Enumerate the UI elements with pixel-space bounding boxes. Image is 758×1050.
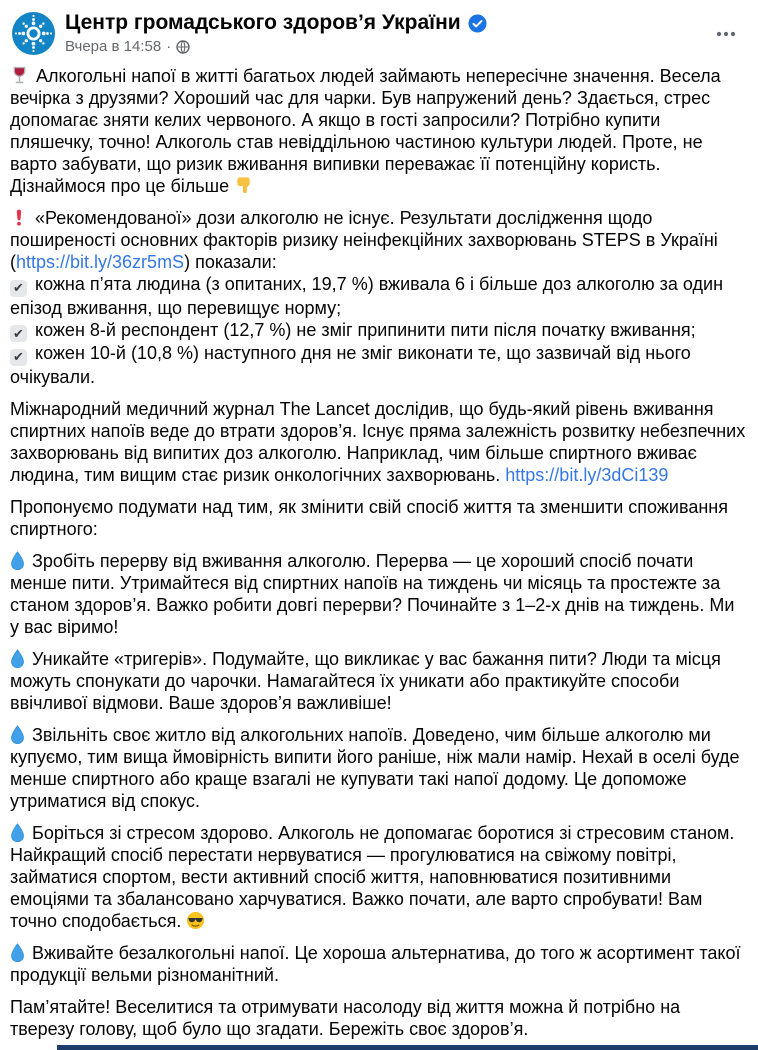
stat-item: [10, 319, 748, 343]
tip-text: Вживайте безалкогольні напої. Це хороша альтернатива, до того ж асортимент такої продукції вельми різноманітний.: [10, 942, 741, 985]
paragraph-intro: [10, 65, 748, 197]
more-options-icon: [714, 22, 738, 46]
tip-item: [10, 648, 748, 714]
timestamp-link[interactable]: Вчера в 14:58: [65, 38, 162, 56]
verified-badge-icon: [468, 14, 487, 33]
paragraph-steps: [10, 207, 748, 388]
chc-ukraine-logo-icon: [12, 12, 55, 55]
check-icon: [10, 325, 27, 342]
paragraph-lancet: [10, 398, 748, 486]
paragraph-remember: Пам’ятайте! Веселитися та отримувати насолоду від життя можна й потрібно на тверезу голову, щоб було що згадати. Бережіть своє здоров’я.: [10, 996, 681, 1039]
droplet-icon: [10, 551, 25, 570]
stat-item: [10, 273, 748, 319]
pointing-down-icon: [234, 176, 253, 195]
stat-text: кожен 10-й (10,8 %) наступного дня не зміг виконати те, що зазвичай від нього очікували.: [10, 343, 691, 387]
tip-item: [10, 724, 748, 812]
meta-separator: ·: [166, 38, 172, 56]
tip-item: [10, 550, 748, 638]
tip-text: Зробіть перерву від вживання алкоголю. Перерва — це хороший спосіб почати менше пити. Утримайтеся від спиртних напоїв на тиждень чи місяць та простежте за станом здоров’я. Важко робити довгі перерви? Починайте з 1–2-х днів на тиждень. Ми у вас віримо!: [10, 550, 735, 637]
lancet-link[interactable]: https://bit.ly/3dCi139: [505, 464, 669, 485]
header-text: [65, 10, 710, 55]
droplet-icon: [10, 649, 25, 668]
avatar[interactable]: [12, 12, 55, 55]
check-icon: [10, 349, 27, 366]
paragraph-text: «Рекомендованої» дози алкоголю не існує. Результати дослідження щодо поширеності основних факторів ризику неінфекційних захворювань STEPS в Україні (: [10, 208, 718, 273]
tip-text: Уникайте «тригерів». Подумайте, що викликає у вас бажання пити? Люди та місця можуть спонукати до чарочки. Намагайтеся їх уникати або практикуйте способи ввічливої відмови. Ваше здоров’я важливіше!: [10, 648, 721, 713]
red-exclamation-icon: [10, 208, 28, 227]
droplet-icon: [10, 943, 25, 962]
post-body: [0, 57, 758, 1040]
steps-survey-link[interactable]: https://bit.ly/36zr5mS: [16, 252, 185, 273]
post-meta: [65, 38, 710, 55]
paragraph-text: ) показали:: [184, 252, 277, 273]
attached-image-top-edge[interactable]: [57, 1045, 758, 1050]
paragraph-suggest: Пропонуємо подумати над тим, як змінити свій спосіб життя та зменшити споживання спиртного:: [10, 496, 728, 539]
stat-text: кожен 8-й респондент (12,7 %) не зміг припинити пити після початку вживання;: [35, 319, 696, 340]
post-header: [0, 0, 758, 57]
tip-item: [10, 822, 748, 932]
paragraph-text: Алкогольні напої в житті багатьох людей займають непересічне значення. Весела вечірка з друзями? Хороший час для чарки. Був напружений день? Здається, стрес допомагає зняти келих червоного. А якщо в гості запросили? Потрібно купити пляшечку, точно! Алкоголь став невіддільною частиною культури людей. Проте, не варто забувати, що ризик вживання випивки переважає її потенційну користь. Дізнаймося про це більше: [10, 66, 721, 197]
stat-item: [10, 342, 748, 388]
tip-text: Звільніть своє житло від алкогольних напоїв. Доведено, чим більше алкоголю ми купуємо, тим вища ймовірність випити його раніше, ніж мали намір. Нехай в оселі буде менше спиртного або краще взагалі не купувати такі напої додому. Це допоможе утриматися від спокус.: [10, 724, 740, 811]
stat-text: кожна п’ята людина (з опитаних, 19,7 %) вживала 6 і більше доз алкоголю за один епізод вживання, що перевищує норму;: [10, 274, 724, 318]
paragraph-text: Міжнародний медичний журнал The Lancet дослідив, що будь-який рівень вживання спиртних напоїв веде до втрати здоров’я. Існує пряма залежність розвитку небезпечних захворювань від випитих доз алкоголю. Наприклад, чим більше спиртного вживає людина, тим вищим стає ризик онкологічних захворювань.: [10, 398, 746, 485]
wine-glass-icon: [10, 66, 29, 85]
droplet-icon: [10, 823, 25, 842]
more-options-button[interactable]: [710, 16, 742, 52]
tip-text: Боріться зі стресом здорово. Алкоголь не допомагає боротися зі стресовим станом. Найкращий спосіб перестати нервуватися — прогулюватися на свіжому повітрі, займатися спортом, вести активний спосіб життя, наповнюватися позитивними емоціями та збалансовано харчуватися. Важко почати, але варто спробувати! Вам точно сподобається.: [10, 822, 735, 931]
globe-icon: [176, 40, 190, 54]
check-icon: [10, 280, 27, 297]
sunglasses-face-icon: [186, 911, 205, 930]
tip-item: [10, 942, 748, 986]
droplet-icon: [10, 725, 25, 744]
page-title[interactable]: Центр громадського здоров’я України: [65, 11, 461, 34]
